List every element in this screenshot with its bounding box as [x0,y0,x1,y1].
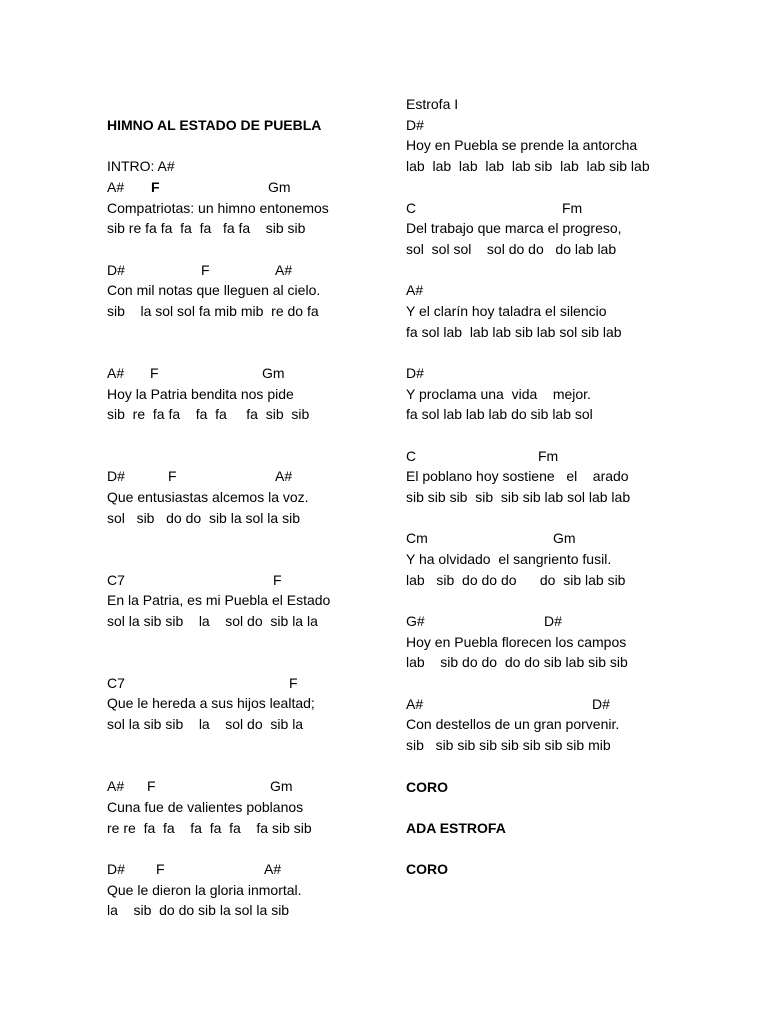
chord-line [107,262,367,278]
coro-heading: CORO [406,861,448,877]
chord: D# [107,468,125,484]
chord-line [107,179,367,195]
lyric-line: Con destellos de un gran porvenir. [406,716,620,732]
section-heading: Estrofa I [406,96,459,112]
chord-line [406,696,666,712]
notes-line: re re fa fa fa fa fa fa sib sib [107,820,312,836]
chord: C7 [107,675,125,691]
chord: Gm [262,365,285,381]
chord: Gm [553,530,576,546]
chord: G# [406,613,425,629]
chord: D# [592,696,610,712]
chord: A# [264,861,282,877]
chord: Gm [270,778,293,794]
notes-line: fa sol lab lab lab sib lab sol sib lab [406,324,622,340]
notes-line: sol sib do do sib la sol la sib [107,510,300,526]
chord: D# [107,262,125,278]
chord: Fm [538,448,559,464]
chord: A# [107,365,125,381]
chord: F [151,179,160,195]
chord: C [406,448,417,464]
notes-line: sol la sib sib la sol do sib la [107,716,304,732]
lyric-line: Cuna fue de valientes poblanos [107,799,304,815]
notes-line: lab sib do do do do sib lab sib sib [406,654,628,670]
chord-line [406,200,666,216]
lyric-line: Que le dieron la gloria inmortal. [107,882,302,898]
lyric-line: Que entusiastas alcemos la voz. [107,489,309,505]
lyric-line: Del trabajo que marca el progreso, [406,220,622,236]
lyric-line: Compatriotas: un himno entonemos [107,200,329,216]
coro-heading: CORO [406,779,448,795]
chord: Fm [562,200,583,216]
chord-line [107,572,367,588]
page-title: HIMNO AL ESTADO DE PUEBLA [107,117,322,133]
chord: F [168,468,177,484]
chord: A# [275,262,293,278]
lyric-line: Hoy en Puebla se prende la antorcha [406,137,638,153]
chord-line [107,778,367,794]
lyric-line: En la Patria, es mi Puebla el Estado [107,592,331,608]
chord: F [201,262,210,278]
chord-line [107,365,367,381]
ada-estrofa-heading: ADA ESTROFA [406,820,506,836]
chord-line [406,530,666,546]
notes-line: sol sol sol sol do do do lab lab [406,241,617,257]
lyric-line: Y proclama una vida mejor. [406,386,591,402]
lyric-line: El poblano hoy sostiene el arado [406,468,629,484]
chord: C7 [107,572,125,588]
chord-line [406,117,666,133]
chord-line [406,365,666,381]
chord: A# [107,778,125,794]
lyric-line: Hoy en Puebla florecen los campos [406,634,627,650]
notes-line: sol la sib sib la sol do sib la la [107,613,318,629]
chord: A# [107,179,125,195]
chord-line [406,613,666,629]
chord: D# [406,117,424,133]
notes-line: la sib do do sib la sol la sib [107,902,290,918]
chord: A# [275,468,293,484]
chord: D# [406,365,424,381]
chord: F [156,861,165,877]
notes-line: lab sib do do do do sib lab sib [406,572,626,588]
chord-line [107,675,367,691]
notes-line: sib sib sib sib sib sib lab sol lab lab [406,489,631,505]
notes-line: sib sib sib sib sib sib sib sib mib [406,737,611,753]
chord: A# [406,282,424,298]
lyric-line: Y ha olvidado el sangriento fusil. [406,551,612,567]
chord-line [406,282,666,298]
notes-line: sib re fa fa fa fa fa sib sib [107,406,310,422]
notes-line: fa sol lab lab lab do sib lab sol [406,406,593,422]
chord: C [406,200,417,216]
chord: D# [107,861,125,877]
notes-line: sib la sol sol fa mib mib re do fa [107,303,319,319]
lyric-line: Con mil notas que lleguen al cielo. [107,282,321,298]
chord-line [406,448,666,464]
chord: Cm [406,530,428,546]
chord: F [150,365,159,381]
chord: D# [544,613,562,629]
lyric-line: Hoy la Patria bendita nos pide [107,386,294,402]
lyric-line: Que le hereda a sus hijos lealtad; [107,695,315,711]
chord-line [107,468,367,484]
intro-line: INTRO: A# [107,158,175,174]
chord: A# [406,696,424,712]
notes-line: lab lab lab lab lab sib lab lab sib lab [406,158,650,174]
chord: F [289,675,298,691]
chord: F [273,572,282,588]
chord: Gm [268,179,291,195]
chord-line [107,861,367,877]
chord: F [147,778,156,794]
notes-line: sib re fa fa fa fa fa fa sib sib [107,220,306,236]
lyric-line: Y el clarín hoy taladra el silencio [406,303,607,319]
